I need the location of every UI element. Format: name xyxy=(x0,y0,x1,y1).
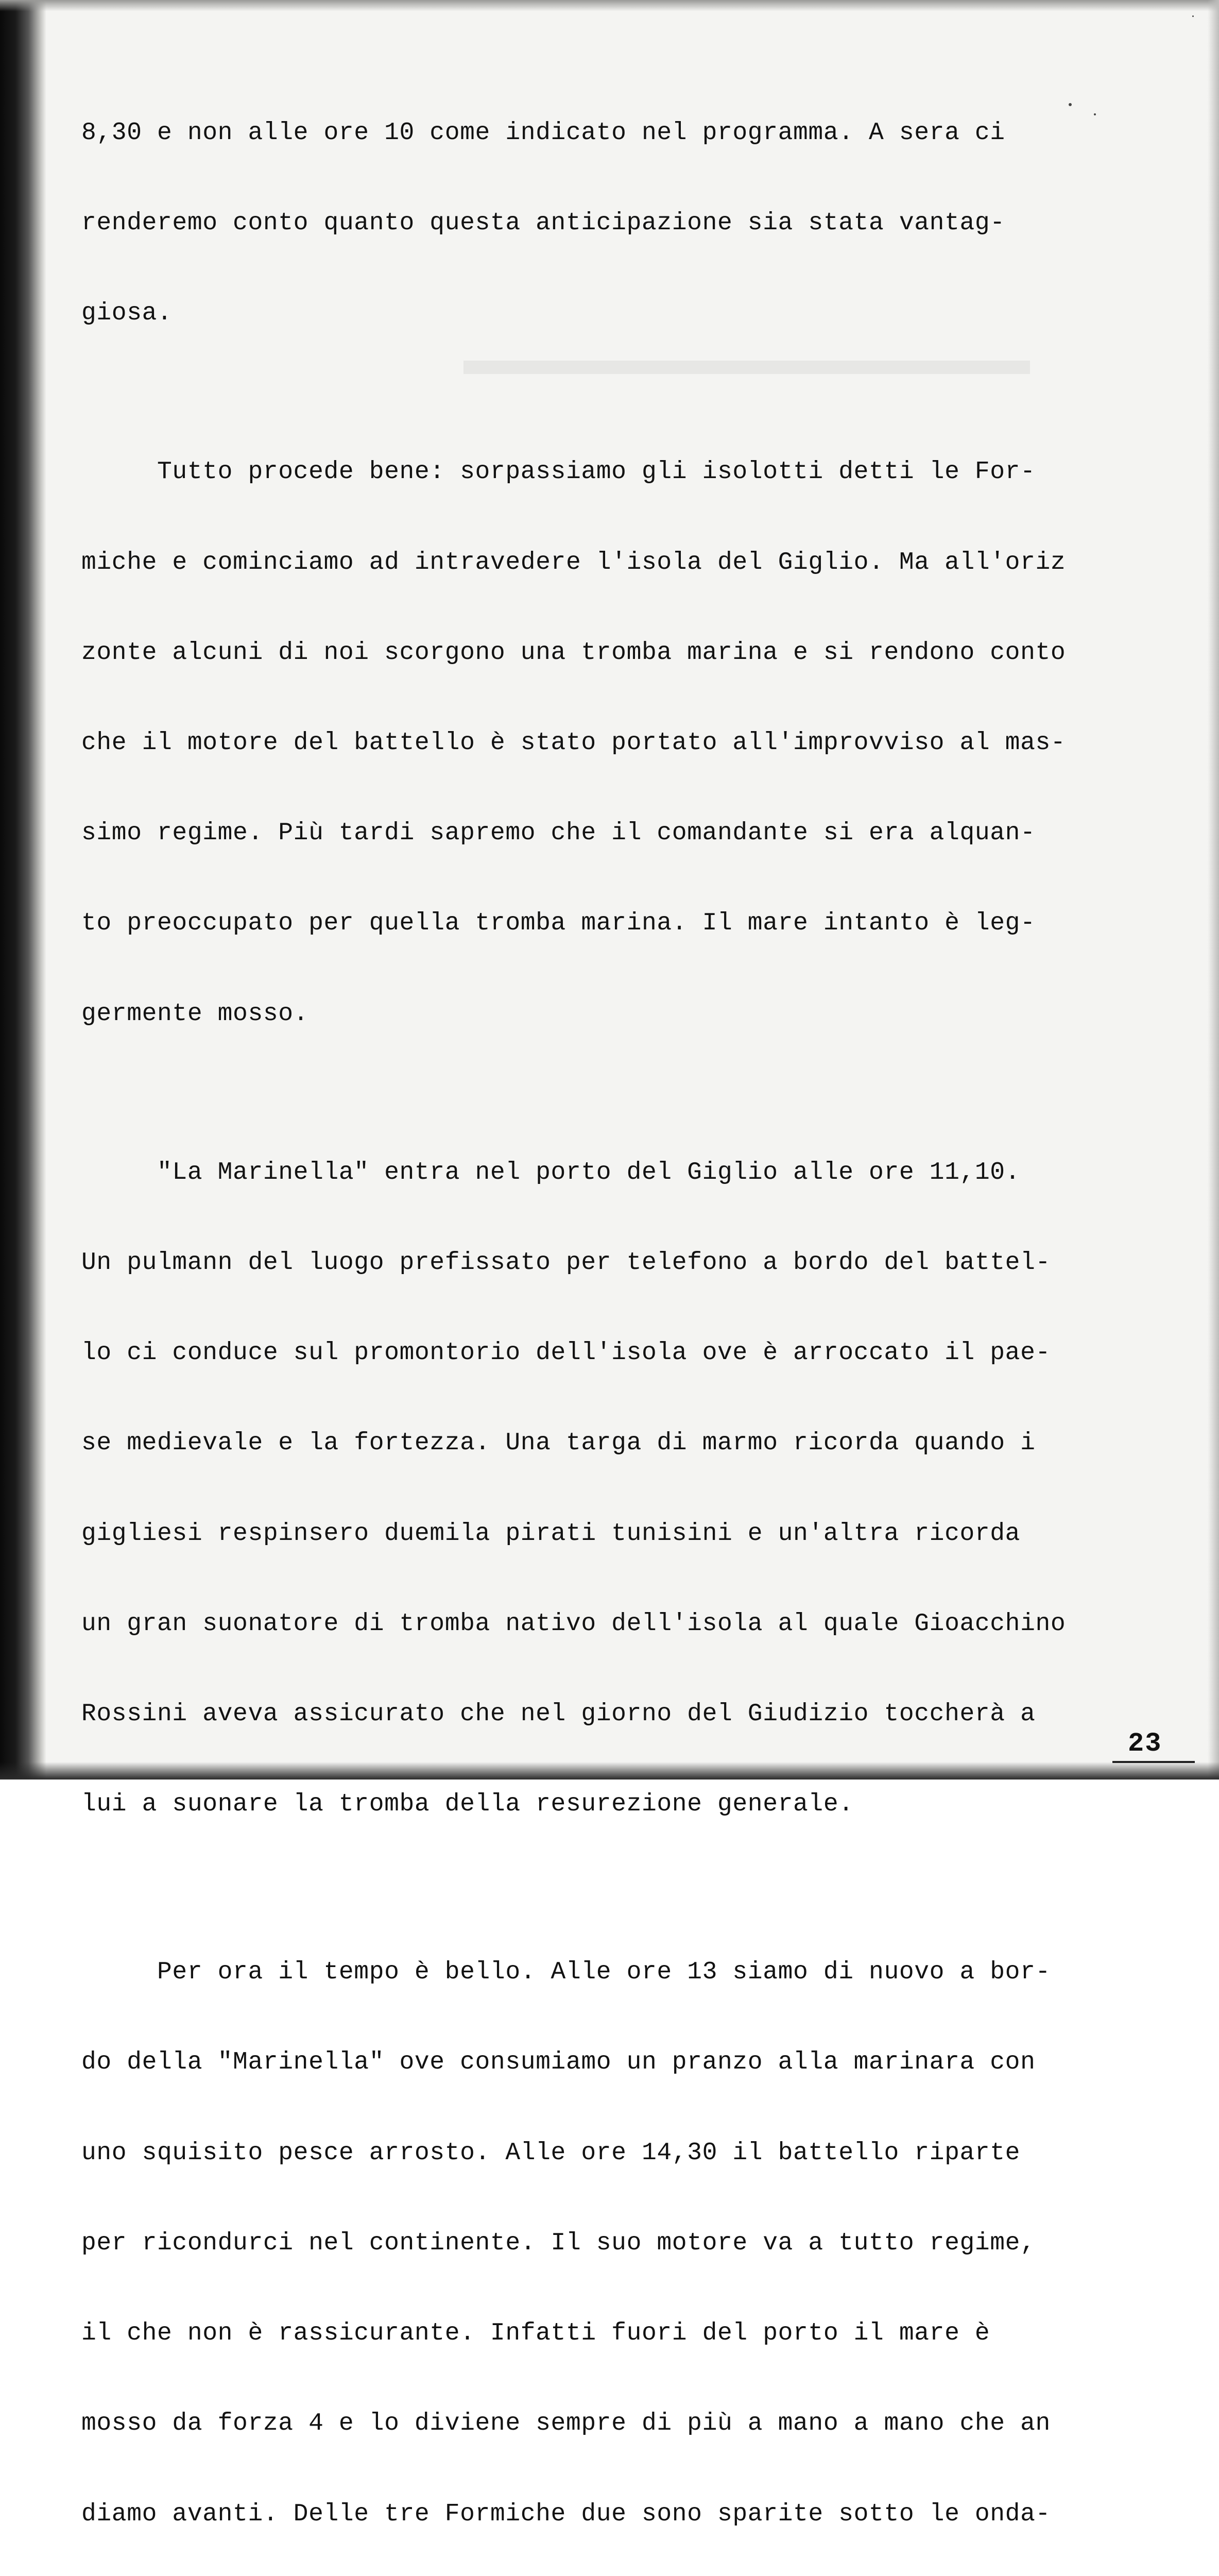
text-line: Per ora il tempo è bello. Alle ore 13 siamo di nuovo a bor- xyxy=(81,1958,1051,1987)
scan-speck xyxy=(1094,113,1096,115)
scan-speck xyxy=(1069,103,1072,106)
text-line: 8,30 e non alle ore 10 come indicato nel programma. A sera ci xyxy=(81,118,1005,147)
text-line: che il motore del battello è stato portato all'improvviso al mas- xyxy=(81,728,1066,757)
text-line: renderemo conto quanto questa anticipazione sia stata vantag- xyxy=(81,209,1005,238)
text-line: miche e cominciamo ad intravedere l'isola del Giglio. Ma all'oriz xyxy=(81,548,1066,577)
text-line: mosso da forza 4 e lo diviene sempre di più a mano a mano che an xyxy=(81,2410,1051,2438)
text-line: germente mosso. xyxy=(81,999,309,1028)
paragraph xyxy=(81,58,1117,388)
text-line: simo regime. Più tardi sapremo che il comandante si era alquan- xyxy=(81,819,1036,848)
paragraph xyxy=(81,1097,1117,1880)
text-line: gigliesi respinsero duemila pirati tunisini e un'altra ricorda xyxy=(81,1519,1021,1548)
text-line: il che non è rassicurante. Infatti fuori del porto il mare è xyxy=(81,2319,990,2348)
text-line: lui a suonare la tromba della resurezione generale. xyxy=(81,1790,854,1819)
text-line: zonte alcuni di noi scorgono una tromba marina e si rendono conto xyxy=(81,638,1066,667)
text-line: Un pulmann del luogo prefissato per telefono a bordo del battel- xyxy=(81,1248,1051,1277)
typewritten-text xyxy=(81,58,1117,2576)
right-edge-shadow xyxy=(1208,0,1219,1780)
text-line: per ricondurci nel continente. Il suo motore va a tutto regime, xyxy=(81,2229,1036,2257)
text-line: giosa. xyxy=(81,299,173,328)
text-line: Rossini aveva assicurato che nel giorno del Giudizio toccherà a xyxy=(81,1700,1036,1728)
paragraph xyxy=(81,1897,1117,2576)
text-line: diamo avanti. Delle tre Formiche due sono sparite sotto le onda- xyxy=(81,2500,1051,2528)
paragraph xyxy=(81,397,1117,1089)
text-line: se medievale e la fortezza. Una targa di marmo ricorda quando i xyxy=(81,1429,1036,1458)
text-line: un gran suonatore di tromba nativo dell'isola al quale Gioacchino xyxy=(81,1609,1066,1638)
text-line: do della "Marinella" ove consumiamo un pranzo alla marinara con xyxy=(81,2048,1036,2077)
page-number-underline xyxy=(1112,1761,1195,1763)
text-line: uno squisito pesce arrosto. Alle ore 14,30 il battello riparte xyxy=(81,2139,1021,2167)
page-number: 23 xyxy=(1128,1728,1162,1759)
text-line: to preoccupato per quella tromba marina. Il mare intanto è leg- xyxy=(81,909,1036,938)
top-edge-shadow xyxy=(0,0,1219,11)
text-line: lo ci conduce sul promontorio dell'isola ove è arroccato il pae- xyxy=(81,1339,1051,1367)
binding-shadow xyxy=(0,0,46,1780)
text-line: "La Marinella" entra nel porto del Giglio alle ore 11,10. xyxy=(81,1158,1021,1187)
text-line: Tutto procede bene: sorpassiamo gli isolotti detti le For- xyxy=(81,458,1036,486)
scan-speck xyxy=(1192,15,1194,17)
